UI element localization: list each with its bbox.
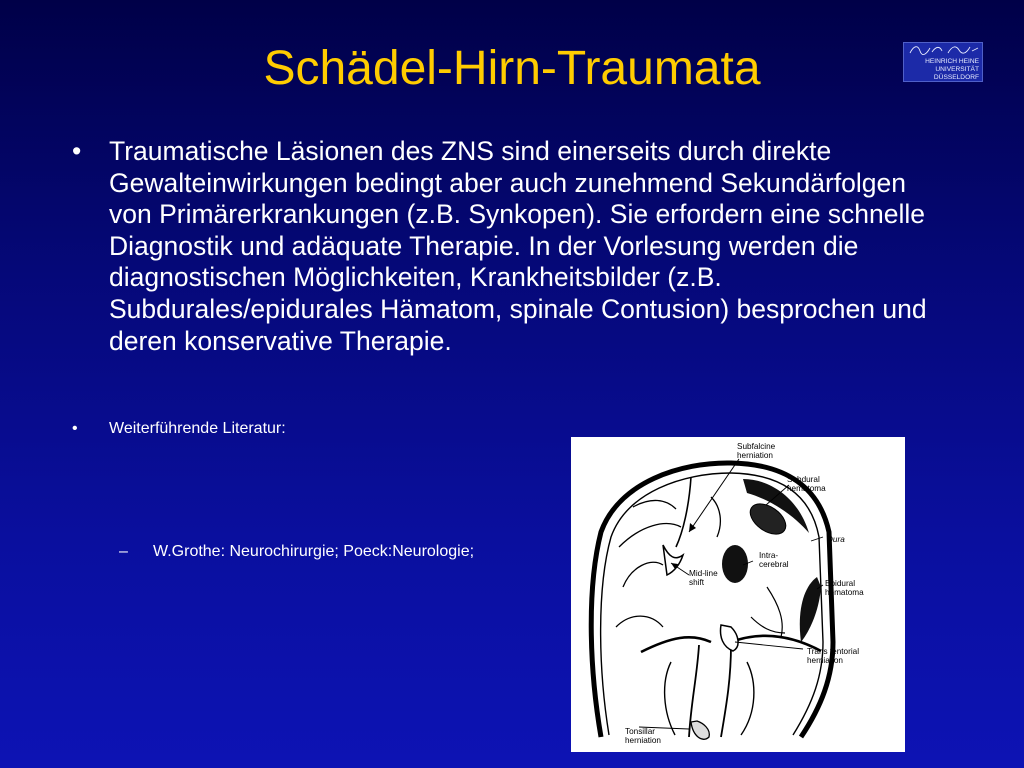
label-intracerebral: Intra- cerebral — [759, 551, 789, 569]
sub-bullet-text: W.Grothe: Neurochirurgie; Poeck:Neurologie; — [153, 543, 475, 560]
label-dura: Dura — [827, 535, 845, 544]
label-subfalcine-herniation: Subfalcine herniation — [737, 442, 776, 460]
slide-title: Schädel-Hirn-Traumata — [263, 42, 761, 95]
bullet-marker: • — [72, 420, 78, 438]
label-subdural-hematoma: Subdural hematoma — [787, 475, 826, 493]
label-transtentorial-herniation: Trans tentorial herniation — [807, 647, 860, 665]
bullet-item — [72, 136, 932, 357]
signature-icon — [904, 43, 982, 57]
logo-line-2: UNIVERSITÄT — [935, 66, 979, 73]
label-midline-shift: Mid-line shift — [689, 569, 718, 587]
university-logo — [903, 42, 983, 82]
intracerebral-hematoma — [722, 545, 748, 583]
brain-herniation-diagram — [571, 437, 905, 752]
label-epidural-hematoma: Epidural hematoma — [825, 579, 864, 597]
sub-bullet-marker: – — [119, 543, 128, 560]
skull-outline — [591, 463, 833, 737]
epidural-hematoma — [800, 577, 821, 642]
logo-line-3: DÜSSELDORF — [933, 74, 979, 81]
tonsillar-herniation — [691, 721, 709, 739]
label-tonsillar-herniation: Tonsillar herniation — [625, 727, 661, 745]
bullet-list — [72, 136, 932, 439]
midline-falx — [676, 477, 691, 547]
bullet-marker: • — [72, 136, 82, 166]
logo-line-1: HEINRICH HEINE — [925, 58, 979, 65]
bullet-text: Traumatische Läsionen des ZNS sind einerseits durch direkte Gewalteinwirkungen bedingt aber auch zunehmend Sekundärfolgen von Primärerkrankungen (z.B. Synkopen). Sie erfordern eine schnelle Diagnostik und adäquate Therapie. In der Vorlesung werden die diagnostischen Möglichkeiten, Krankheitsbilder (z.B. Subdurales/epidurales Hämatom, spinale Contusion) besprochen und deren konservative Therapie. — [109, 136, 927, 356]
transtentorial-herniation — [721, 625, 739, 651]
sub-bullet-item — [119, 542, 474, 562]
bullet-text: Weiterführende Literatur: — [109, 420, 286, 438]
